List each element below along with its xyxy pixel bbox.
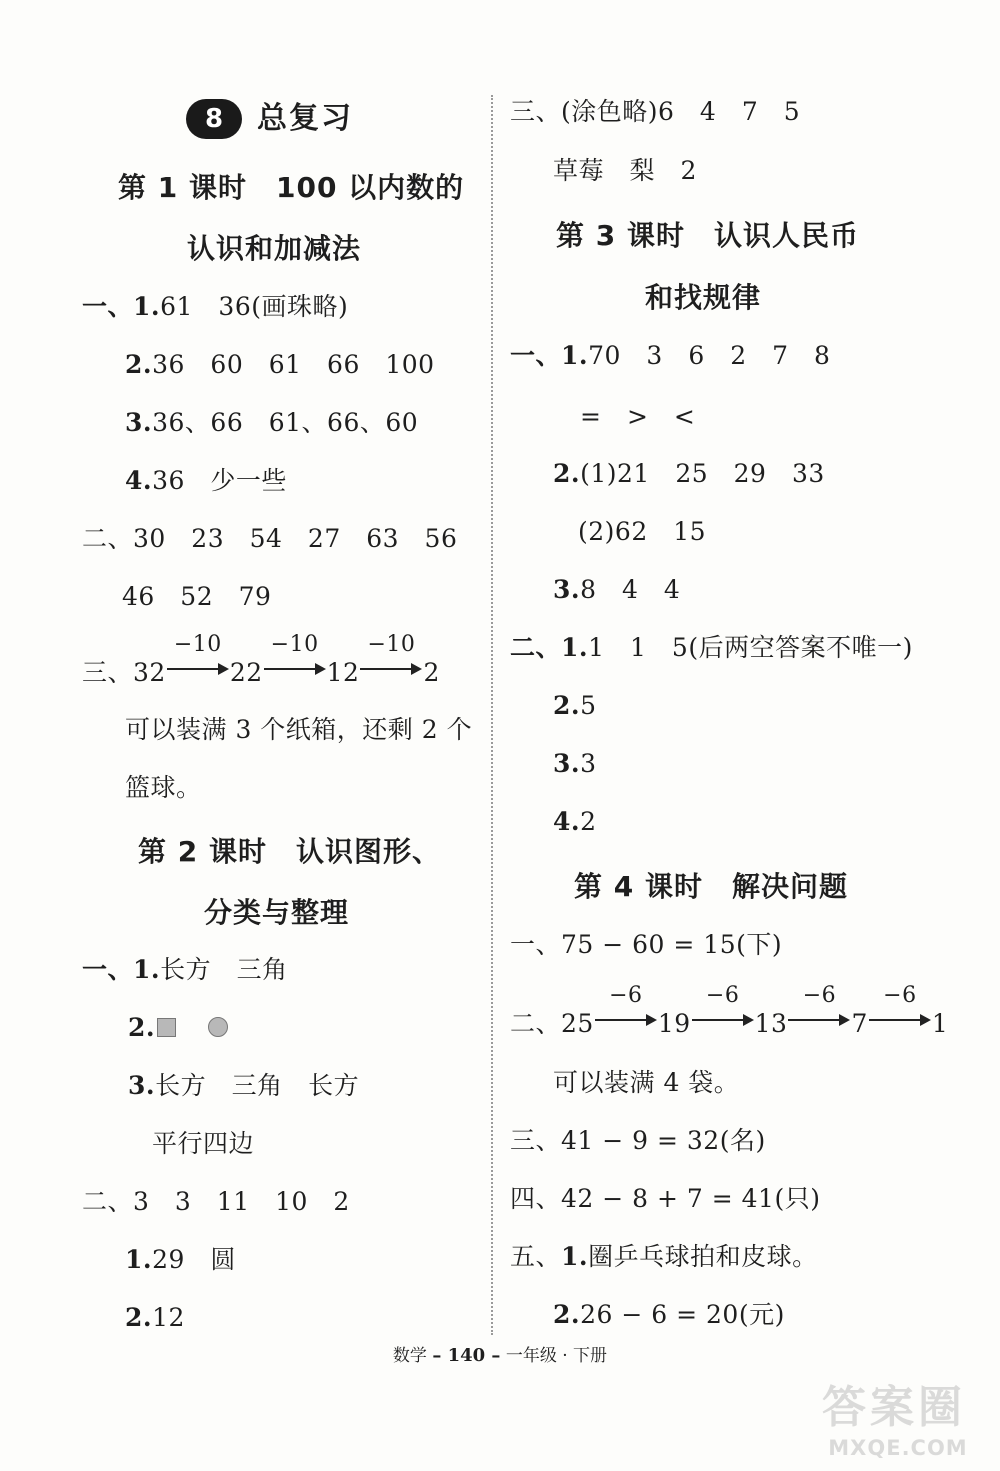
answer-text: 3 [580,749,597,778]
answer-text: (1)21 25 29 33 [580,459,825,488]
answer-line [510,632,913,664]
section-prefix: 一、 [510,341,562,370]
answer-text: 36 60 61 66 100 [152,350,435,379]
subtract-arrow [264,632,326,679]
item-number: 3. [553,575,581,604]
answer-text: 圈乒乓球拍和皮球。 [588,1242,818,1271]
answer-line: 可以装满 4 袋。 [553,1068,740,1097]
answer-line [510,1241,818,1273]
lesson3-title-line2: 和找规律 [645,281,762,314]
answer-text: 61 36(画珠略) [160,292,349,321]
lesson4-title: 第 4 课时 解决问题 [574,870,848,903]
chapter-number-badge: 8 [186,99,242,139]
subtract-arrow [167,632,229,679]
answer-line [553,690,597,722]
answer-text: 36、66 61、66、60 [152,408,419,437]
answer-text: 26 − 6 = 20(元) [580,1300,785,1329]
section-prefix: 二、 [510,1009,562,1038]
answer-text: 2 [580,807,597,836]
answer-line: 三、(涂色略)6 4 7 5 [510,97,801,126]
subtract-arrow [360,632,422,679]
column-divider [491,95,493,1335]
item-number: 1. [561,341,589,370]
answer-line [128,1012,228,1044]
page-footer [0,1341,1000,1366]
watermark-logo [810,1382,986,1464]
circle-icon [208,1017,228,1037]
answer-text: 36 少一些 [152,466,287,495]
section-prefix: 二、 [510,633,562,662]
item-number: 3. [125,408,153,437]
answer-text: 1 1 5(后两空答案不唯一) [588,633,913,662]
answer-line [128,1070,359,1102]
watermark-text: 答案圈 [822,1382,966,1433]
chain-value: 25 [561,1009,594,1038]
footer-grade: 一年级 · 下册 [505,1346,608,1366]
section-prefix: 三、 [82,658,134,687]
arrow-operation: −10 [367,632,416,657]
answer-line: 二、30 23 54 27 63 56 [82,524,458,553]
item-number: 1. [561,633,589,662]
section-prefix: 一、 [82,292,134,321]
answer-line: (2)62 15 [578,517,707,546]
answer-line: 可以装满 3 个纸箱，还剩 2 个 [125,715,473,744]
footer-subject: 数学 [392,1346,427,1366]
answer-line [510,340,830,372]
answer-line [553,458,825,490]
lesson1-title-line2: 认识和加减法 [187,232,362,265]
answer-line [125,349,435,381]
arrow-chain-line [82,632,440,689]
answer-text: 70 3 6 2 7 8 [588,341,831,370]
answer-line: 一、75 − 60 = 15(下) [510,930,783,959]
lesson3-title-line1: 第 3 课时 认识人民币 [556,219,859,252]
answer-line [82,954,288,986]
item-number: 4. [553,807,581,836]
subtract-arrow [788,983,850,1030]
section-prefix: 一、 [82,955,134,984]
item-number: 2. [125,1303,153,1332]
chapter-title: 总复习 [257,101,353,136]
lesson2-title-line1: 第 2 课时 认识图形、 [138,835,441,868]
item-number: 2. [553,691,581,720]
answer-line [553,574,680,606]
answer-line: 46 52 79 [122,582,272,611]
answer-line [553,748,597,780]
answer-text: 长方 三角 [160,955,288,984]
answer-line: = > < [580,402,696,431]
answer-line [125,1244,236,1276]
item-number: 1. [125,1245,153,1274]
item-number: 2. [128,1013,156,1042]
subtract-arrow [595,983,657,1030]
answer-line: 平行四边 [152,1129,255,1158]
arrow-chain-line [510,983,949,1040]
answer-line [125,1302,185,1334]
answer-text: 8 4 4 [580,575,681,604]
item-number: 2. [553,1300,581,1329]
lesson1-title-line1: 第 1 课时 100 以内数的 [118,171,465,204]
answer-text: 5 [580,691,597,720]
arrow-operation: −10 [173,632,222,657]
item-number: 3. [128,1071,156,1100]
chain-value: 1 [931,1009,949,1038]
chain-value: 22 [229,658,263,687]
watermark-url: MXQE.COM [828,1436,968,1460]
chain-value: 2 [423,658,440,687]
item-number: 1. [561,1242,589,1271]
answer-text: 29 圆 [152,1245,236,1274]
item-number: 2. [125,350,153,379]
item-number: 2. [553,459,581,488]
answer-line: 四、42 − 8 + 7 = 41(只) [510,1184,821,1213]
answer-line [82,291,348,323]
answer-text: 12 [152,1303,185,1332]
item-number: 4. [125,466,153,495]
chain-value: 32 [133,658,166,687]
item-number: 1. [133,955,161,984]
answer-line: 草莓 梨 2 [553,156,697,185]
arrow-operation: −10 [270,632,319,657]
page-number: – 140 – [432,1345,501,1366]
item-number: 1. [133,292,161,321]
lesson2-title-line2: 分类与整理 [204,896,350,929]
subtract-arrow [692,983,754,1030]
answer-line [553,806,597,838]
answer-line: 篮球。 [125,773,202,802]
arrow-operation: −6 [705,983,740,1008]
subtract-arrow [869,983,931,1030]
square-icon [157,1018,176,1037]
arrow-operation: −6 [883,983,917,1008]
answer-line: 三、41 − 9 = 32(名) [510,1126,766,1155]
answer-text: 长方 三角 长方 [155,1071,360,1100]
arrow-operation: −6 [802,983,837,1008]
chain-value: 13 [754,1009,788,1038]
section-prefix: 五、 [510,1242,562,1271]
answer-line [125,465,287,497]
answer-line: 二、3 3 11 10 2 [82,1187,350,1216]
chain-value: 7 [851,1009,868,1038]
item-number: 3. [553,749,581,778]
arrow-operation: −6 [609,983,643,1008]
chain-value: 19 [657,1009,691,1038]
chain-value: 12 [326,658,360,687]
answer-line [553,1299,785,1331]
answer-line [125,407,418,439]
